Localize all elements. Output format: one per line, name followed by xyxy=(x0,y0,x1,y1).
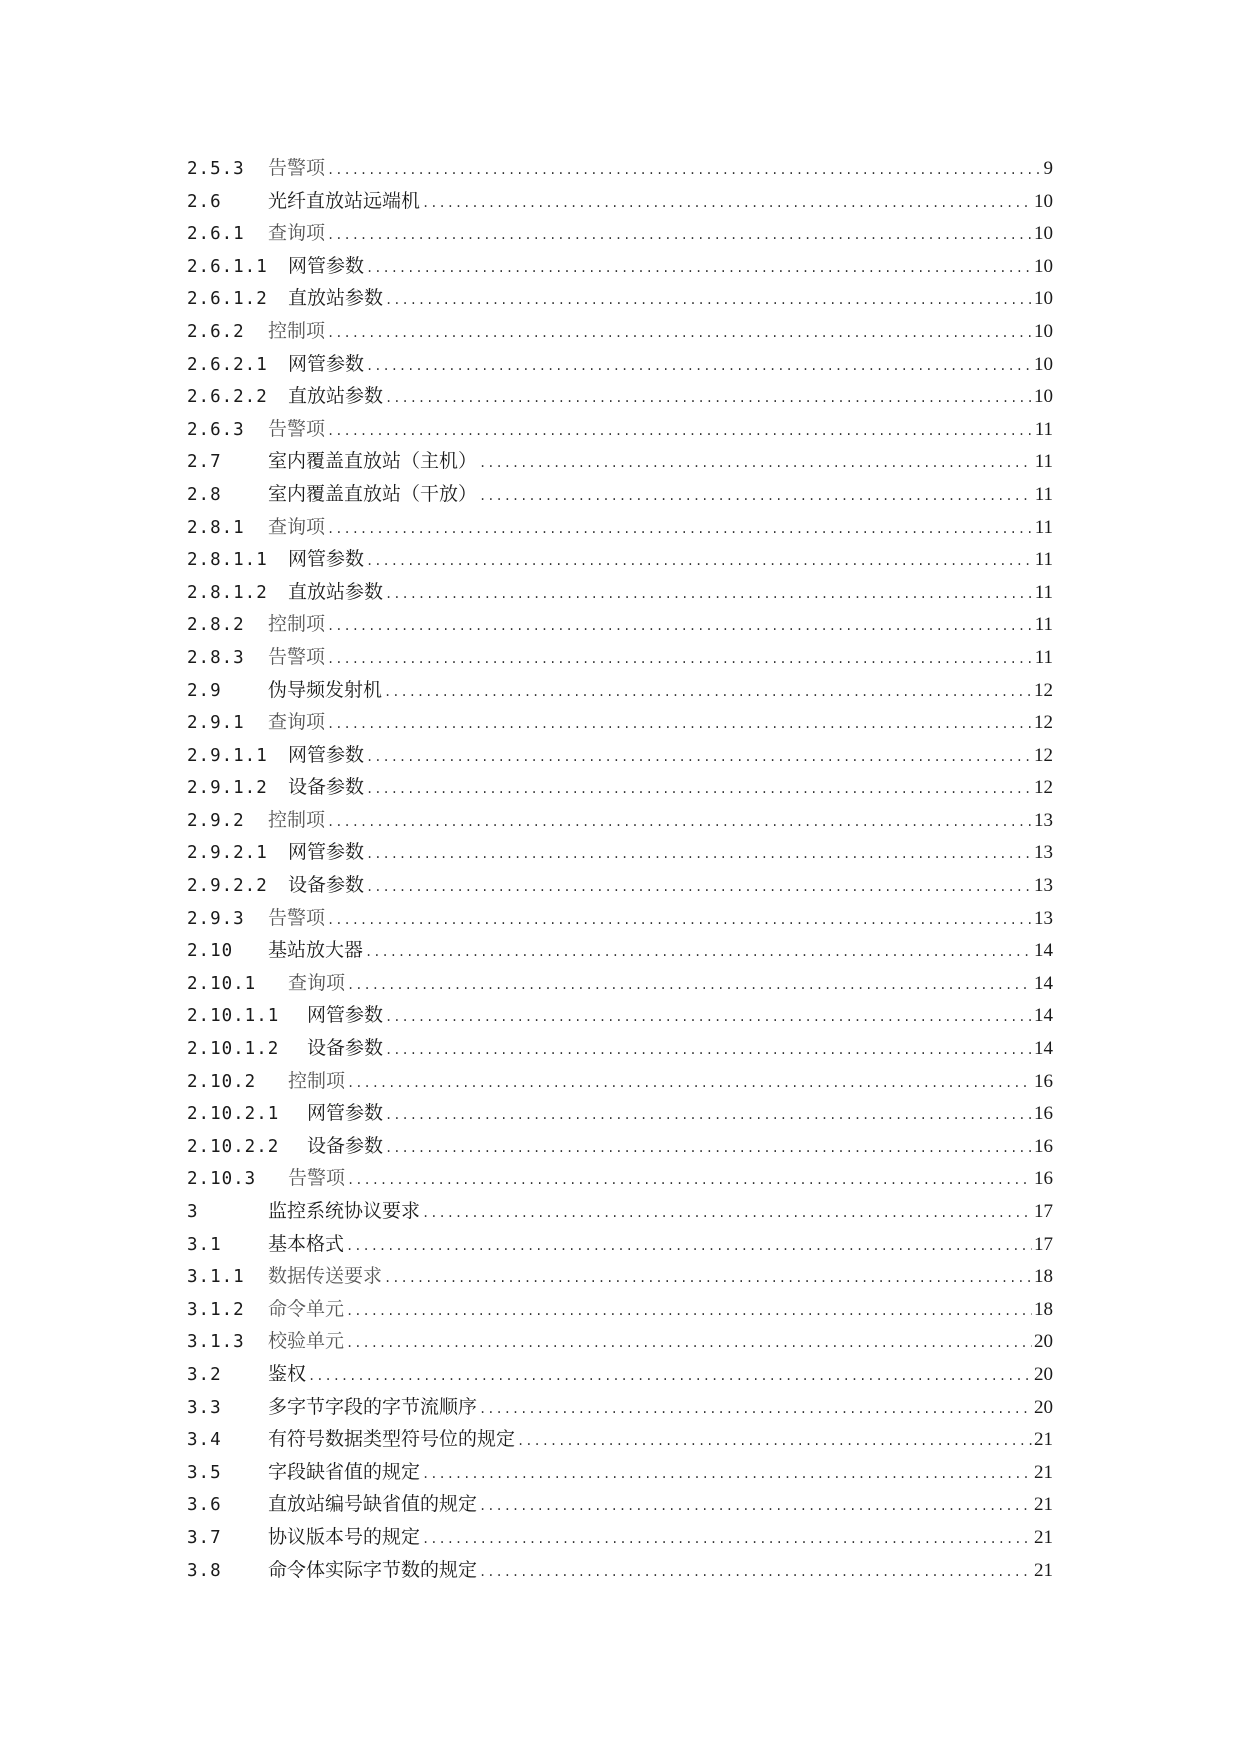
toc-entry-page-number[interactable]: 14 xyxy=(1034,972,1053,994)
toc-entry-number: 2.10.1.2 xyxy=(187,1039,280,1060)
toc-entry-page-number[interactable]: 14 xyxy=(1034,1005,1053,1027)
toc-entry[interactable] xyxy=(187,642,1053,675)
toc-entry-title[interactable]: 设备参数 xyxy=(307,1134,384,1157)
toc-entry-title[interactable]: 网管参数 xyxy=(288,548,365,571)
toc-entry[interactable] xyxy=(187,316,1053,349)
toc-entry-number: 2.10.3 xyxy=(187,1169,257,1190)
toc-entry-page-number[interactable]: 13 xyxy=(1034,842,1053,864)
toc-entry-number: 3 xyxy=(187,1202,199,1222)
toc-dot-leader xyxy=(366,750,1032,764)
toc-entry-page-number[interactable]: 14 xyxy=(1034,940,1053,962)
toc-dot-leader xyxy=(327,522,1033,536)
toc-dot-leader xyxy=(346,1336,1032,1350)
toc-entry-title[interactable]: 直放站编号缺省值的规定 xyxy=(268,1493,478,1516)
toc-entry-number: 3.1.1 xyxy=(187,1267,245,1288)
toc-entry-title[interactable]: 命令体实际字节数的规定 xyxy=(268,1558,478,1581)
toc-entry-page-number[interactable]: 13 xyxy=(1034,907,1053,929)
toc-entry-page-number[interactable]: 10 xyxy=(1034,255,1053,277)
toc-dot-leader xyxy=(385,587,1033,601)
toc-entry-number: 2.9.2 xyxy=(187,810,245,831)
toc-entry-number: 2.7 xyxy=(187,452,222,473)
toc-entry[interactable] xyxy=(187,1033,1053,1066)
toc-entry-title[interactable]: 字段缺省值的规定 xyxy=(268,1460,421,1483)
toc-entry-page-number[interactable]: 11 xyxy=(1034,451,1053,473)
toc-entry-number: 3.4 xyxy=(187,1430,222,1451)
toc-entry-number: 3.3 xyxy=(187,1397,222,1418)
toc-entry-title[interactable]: 网管参数 xyxy=(307,1004,384,1027)
toc-entry-page-number[interactable]: 11 xyxy=(1034,418,1053,440)
toc-entry[interactable] xyxy=(187,1489,1053,1522)
toc-entry-title[interactable]: 网管参数 xyxy=(288,743,365,766)
toc-entry-page-number[interactable]: 20 xyxy=(1034,1396,1053,1418)
toc-entry-title[interactable]: 告警项 xyxy=(268,157,326,179)
toc-dot-leader xyxy=(479,1499,1032,1513)
toc-entry[interactable] xyxy=(187,1457,1053,1490)
toc-entry-number: 2.6.2.1 xyxy=(187,354,268,375)
toc-entry-number: 3.7 xyxy=(187,1527,222,1548)
toc-dot-leader xyxy=(385,1141,1032,1155)
toc-dot-leader xyxy=(346,1239,1032,1253)
toc-entry-page-number[interactable]: 21 xyxy=(1034,1429,1053,1451)
toc-entry-title[interactable]: 控制项 xyxy=(268,319,326,342)
toc-dot-leader xyxy=(422,1532,1032,1546)
toc-entry-title[interactable]: 协议版本号的规定 xyxy=(268,1525,421,1548)
toc-entry[interactable] xyxy=(187,1196,1053,1229)
toc-dot-leader xyxy=(347,978,1032,992)
toc-entry-title[interactable]: 网管参数 xyxy=(288,352,365,375)
toc-entry-title[interactable]: 命令单元 xyxy=(268,1297,345,1320)
toc-entry-title[interactable]: 有符号数据类型符号位的规定 xyxy=(268,1428,516,1451)
toc-entry-number: 2.6.1 xyxy=(187,224,245,245)
toc-entry[interactable] xyxy=(187,1066,1053,1099)
toc-entry-page-number[interactable]: 10 xyxy=(1034,288,1053,310)
toc-entry-title[interactable]: 直放站参数 xyxy=(288,580,384,603)
toc-dot-leader xyxy=(347,1076,1032,1090)
toc-entry[interactable] xyxy=(187,1000,1053,1033)
toc-dot-leader xyxy=(479,1402,1032,1416)
toc-dot-leader xyxy=(365,945,1032,959)
toc-dot-leader xyxy=(366,880,1032,894)
toc-entry-title[interactable]: 告警项 xyxy=(268,906,326,929)
toc-dot-leader xyxy=(422,196,1032,210)
toc-entry-number: 2.9.2.2 xyxy=(187,876,268,897)
toc-dot-leader xyxy=(385,1108,1032,1122)
toc-dot-leader xyxy=(385,1010,1032,1024)
toc-dot-leader xyxy=(366,847,1032,861)
toc-entry-title[interactable]: 查询项 xyxy=(268,222,326,245)
toc-entry-page-number[interactable]: 21 xyxy=(1034,1559,1053,1581)
toc-entry-title[interactable]: 直放站参数 xyxy=(288,287,384,310)
toc-entry-page-number[interactable]: 21 xyxy=(1034,1494,1053,1516)
toc-entry-number: 2.9.1.2 xyxy=(187,778,268,799)
toc-entry-number: 2.10.2 xyxy=(187,1071,257,1092)
toc-dot-leader xyxy=(347,1173,1032,1187)
toc-entry[interactable] xyxy=(187,707,1053,740)
toc-entry-number: 2.9.3 xyxy=(187,908,245,929)
toc-entry[interactable] xyxy=(187,349,1053,382)
toc-entry-title[interactable]: 告警项 xyxy=(268,645,326,668)
toc-entry-title[interactable]: 室内覆盖直放站（干放） xyxy=(268,482,478,505)
toc-entry-page-number[interactable]: 13 xyxy=(1034,809,1053,831)
toc-dot-leader xyxy=(384,685,1032,699)
toc-entry-number: 2.9 xyxy=(187,680,222,701)
toc-entry-page-number[interactable]: 21 xyxy=(1034,1526,1053,1548)
toc-entry-title[interactable]: 监控系统协议要求 xyxy=(268,1200,421,1222)
toc-entry-number: 2.8.1.1 xyxy=(187,550,268,571)
toc-entry[interactable] xyxy=(187,1359,1053,1392)
toc-entry-number: 2.6 xyxy=(187,191,222,212)
toc-entry-number: 2.8.2 xyxy=(187,615,245,636)
toc-dot-leader xyxy=(346,1304,1032,1318)
toc-entry[interactable] xyxy=(187,609,1053,642)
toc-entry-number: 3.8 xyxy=(187,1560,222,1581)
toc-dot-leader xyxy=(327,326,1032,340)
toc-entry[interactable] xyxy=(187,1294,1053,1327)
toc-entry-page-number[interactable]: 11 xyxy=(1034,549,1053,571)
toc-dot-leader xyxy=(327,619,1033,633)
toc-entry-number: 2.10.1 xyxy=(187,973,257,994)
toc-entry-title[interactable]: 网管参数 xyxy=(288,841,365,864)
toc-dot-leader xyxy=(385,293,1032,307)
toc-dot-leader xyxy=(327,815,1032,829)
toc-entry-page-number[interactable]: 16 xyxy=(1034,1135,1053,1157)
toc-entry-number: 3.5 xyxy=(187,1462,222,1483)
toc-entry[interactable] xyxy=(187,283,1053,316)
toc-entry-page-number[interactable]: 12 xyxy=(1034,679,1053,701)
toc-entry-number: 3.1 xyxy=(187,1234,222,1255)
toc-entry-number: 2.6.2 xyxy=(187,321,245,342)
toc-entry-title[interactable]: 控制项 xyxy=(268,808,326,831)
toc-entry[interactable] xyxy=(187,577,1053,610)
toc-entry[interactable] xyxy=(187,1131,1053,1164)
toc-entry-page-number[interactable]: 11 xyxy=(1034,483,1053,505)
toc-entry-page-number[interactable]: 16 xyxy=(1034,1070,1053,1092)
toc-entry-title[interactable]: 设备参数 xyxy=(288,776,365,799)
toc-dot-leader xyxy=(366,782,1032,796)
toc-dot-leader xyxy=(385,1043,1032,1057)
toc-entry-page-number[interactable]: 17 xyxy=(1034,1233,1053,1255)
toc-entry-page-number[interactable]: 11 xyxy=(1034,516,1053,538)
toc-dot-leader xyxy=(327,652,1033,666)
toc-dot-leader xyxy=(479,489,1033,503)
toc-entry[interactable] xyxy=(187,935,1053,968)
toc-entry[interactable] xyxy=(187,837,1053,870)
toc-entry-page-number[interactable]: 10 xyxy=(1034,190,1053,212)
toc-entry[interactable] xyxy=(187,1163,1053,1196)
toc-entry-number: 2.9.2.1 xyxy=(187,843,268,864)
toc-entry-number: 2.9.1 xyxy=(187,713,245,734)
table-of-contents xyxy=(187,153,1053,1587)
toc-entry-number: 2.10.1.1 xyxy=(187,1006,280,1027)
toc-dot-leader xyxy=(327,424,1033,438)
toc-entry-number: 2.10 xyxy=(187,941,234,962)
toc-entry-page-number[interactable]: 14 xyxy=(1034,1038,1053,1060)
toc-entry[interactable] xyxy=(187,968,1053,1001)
toc-entry[interactable] xyxy=(187,805,1053,838)
toc-entry-page-number[interactable]: 10 xyxy=(1034,320,1053,342)
toc-entry-number: 3.1.3 xyxy=(187,1332,245,1353)
toc-entry[interactable] xyxy=(187,903,1053,936)
toc-dot-leader xyxy=(366,359,1032,373)
toc-entry-number: 3.2 xyxy=(187,1364,222,1385)
toc-entry-title[interactable]: 设备参数 xyxy=(288,874,365,897)
toc-entry-page-number[interactable]: 12 xyxy=(1034,744,1053,766)
toc-entry-title[interactable]: 控制项 xyxy=(268,613,326,636)
toc-entry[interactable] xyxy=(187,186,1053,219)
toc-entry-page-number[interactable]: 10 xyxy=(1034,353,1053,375)
toc-entry[interactable] xyxy=(187,1424,1053,1457)
toc-entry[interactable] xyxy=(187,153,1053,186)
toc-dot-leader xyxy=(327,913,1032,927)
toc-entry-title[interactable]: 网管参数 xyxy=(288,254,365,277)
toc-entry[interactable] xyxy=(187,544,1053,577)
toc-entry-page-number[interactable]: 16 xyxy=(1034,1103,1053,1125)
toc-dot-leader xyxy=(385,391,1032,405)
toc-entry-title[interactable]: 查询项 xyxy=(268,711,326,734)
toc-entry-title[interactable]: 数据传送要求 xyxy=(268,1265,383,1288)
toc-dot-leader xyxy=(327,163,1041,177)
toc-dot-leader xyxy=(308,1369,1032,1383)
toc-entry-title[interactable]: 直放站参数 xyxy=(288,385,384,408)
toc-entry-number: 2.8.3 xyxy=(187,647,245,668)
toc-entry[interactable] xyxy=(187,479,1053,512)
toc-dot-leader xyxy=(366,554,1033,568)
toc-entry-page-number[interactable]: 20 xyxy=(1034,1331,1053,1353)
toc-entry-page-number[interactable]: 11 xyxy=(1034,614,1053,636)
toc-entry[interactable] xyxy=(187,1098,1053,1131)
toc-dot-leader xyxy=(384,1271,1032,1285)
toc-entry-title[interactable]: 网管参数 xyxy=(307,1102,384,1125)
toc-entry-number: 2.6.1.2 xyxy=(187,289,268,310)
toc-dot-leader xyxy=(479,456,1033,470)
toc-entry-page-number[interactable]: 18 xyxy=(1034,1298,1053,1320)
toc-entry-title[interactable]: 控制项 xyxy=(288,1069,346,1092)
toc-dot-leader xyxy=(422,1467,1032,1481)
toc-entry-page-number[interactable]: 10 xyxy=(1034,223,1053,245)
toc-entry-title[interactable]: 校验单元 xyxy=(268,1330,345,1353)
toc-dot-leader xyxy=(517,1434,1032,1448)
toc-entry-title[interactable]: 告警项 xyxy=(288,1167,346,1190)
toc-entry-page-number[interactable]: 21 xyxy=(1034,1461,1053,1483)
toc-entry[interactable] xyxy=(187,414,1053,447)
toc-entry[interactable] xyxy=(187,1229,1053,1262)
toc-entry-number: 2.6.2.2 xyxy=(187,387,268,408)
toc-entry-title[interactable]: 基本格式 xyxy=(268,1232,345,1255)
toc-entry[interactable] xyxy=(187,740,1053,773)
toc-entry-page-number[interactable]: 10 xyxy=(1034,386,1053,408)
toc-entry-page-number[interactable]: 12 xyxy=(1034,712,1053,734)
toc-entry[interactable] xyxy=(187,381,1053,414)
toc-entry-number: 2.8.1 xyxy=(187,517,245,538)
toc-entry-number: 2.5.3 xyxy=(187,159,245,179)
toc-dot-leader xyxy=(479,1565,1032,1579)
toc-entry[interactable] xyxy=(187,1261,1053,1294)
toc-entry-page-number[interactable]: 18 xyxy=(1034,1266,1053,1288)
toc-entry[interactable] xyxy=(187,251,1053,284)
toc-entry[interactable] xyxy=(187,870,1053,903)
toc-entry[interactable] xyxy=(187,512,1053,545)
toc-dot-leader xyxy=(327,228,1032,242)
toc-entry-title[interactable]: 多字节字段的字节流顺序 xyxy=(268,1395,478,1418)
toc-entry-title[interactable]: 告警项 xyxy=(268,417,326,440)
toc-entry-page-number[interactable]: 20 xyxy=(1034,1363,1053,1385)
toc-entry-title[interactable]: 查询项 xyxy=(268,515,326,538)
toc-dot-leader xyxy=(366,261,1032,275)
toc-entry-page-number[interactable]: 9 xyxy=(1043,158,1053,179)
toc-dot-leader xyxy=(422,1206,1032,1220)
toc-entry-number: 2.10.2.1 xyxy=(187,1104,280,1125)
toc-entry-number: 3.6 xyxy=(187,1495,222,1516)
toc-entry-page-number[interactable]: 11 xyxy=(1034,646,1053,668)
toc-entry-page-number[interactable]: 16 xyxy=(1034,1168,1053,1190)
toc-entry-title[interactable]: 伪导频发射机 xyxy=(268,678,383,701)
toc-entry-page-number[interactable]: 13 xyxy=(1034,875,1053,897)
toc-entry-title[interactable]: 鉴权 xyxy=(268,1362,307,1385)
toc-entry-number: 2.6.3 xyxy=(187,419,245,440)
toc-entry[interactable] xyxy=(187,772,1053,805)
toc-entry-page-number[interactable]: 17 xyxy=(1034,1201,1053,1222)
toc-entry[interactable] xyxy=(187,218,1053,251)
toc-entry-number: 2.6.1.1 xyxy=(187,256,268,277)
toc-entry-page-number[interactable]: 11 xyxy=(1034,581,1053,603)
toc-entry-number: 2.9.1.1 xyxy=(187,745,268,766)
toc-entry[interactable] xyxy=(187,446,1053,479)
toc-entry[interactable] xyxy=(187,675,1053,708)
toc-dot-leader xyxy=(327,717,1032,731)
toc-entry-number: 3.1.2 xyxy=(187,1299,245,1320)
toc-entry[interactable] xyxy=(187,1522,1053,1555)
toc-entry[interactable] xyxy=(187,1326,1053,1359)
toc-entry-title[interactable]: 光纤直放站远端机 xyxy=(268,189,421,212)
toc-entry-number: 2.8.1.2 xyxy=(187,582,268,603)
toc-entry-page-number[interactable]: 12 xyxy=(1034,777,1053,799)
toc-entry-title[interactable]: 室内覆盖直放站（主机） xyxy=(268,450,478,473)
toc-entry[interactable] xyxy=(187,1392,1053,1425)
toc-entry-title[interactable]: 基站放大器 xyxy=(268,939,364,962)
toc-entry[interactable] xyxy=(187,1555,1053,1588)
toc-entry-title[interactable]: 查询项 xyxy=(288,971,346,994)
toc-entry-number: 2.8 xyxy=(187,484,222,505)
toc-entry-title[interactable]: 设备参数 xyxy=(307,1037,384,1060)
toc-entry-number: 2.10.2.2 xyxy=(187,1136,280,1157)
